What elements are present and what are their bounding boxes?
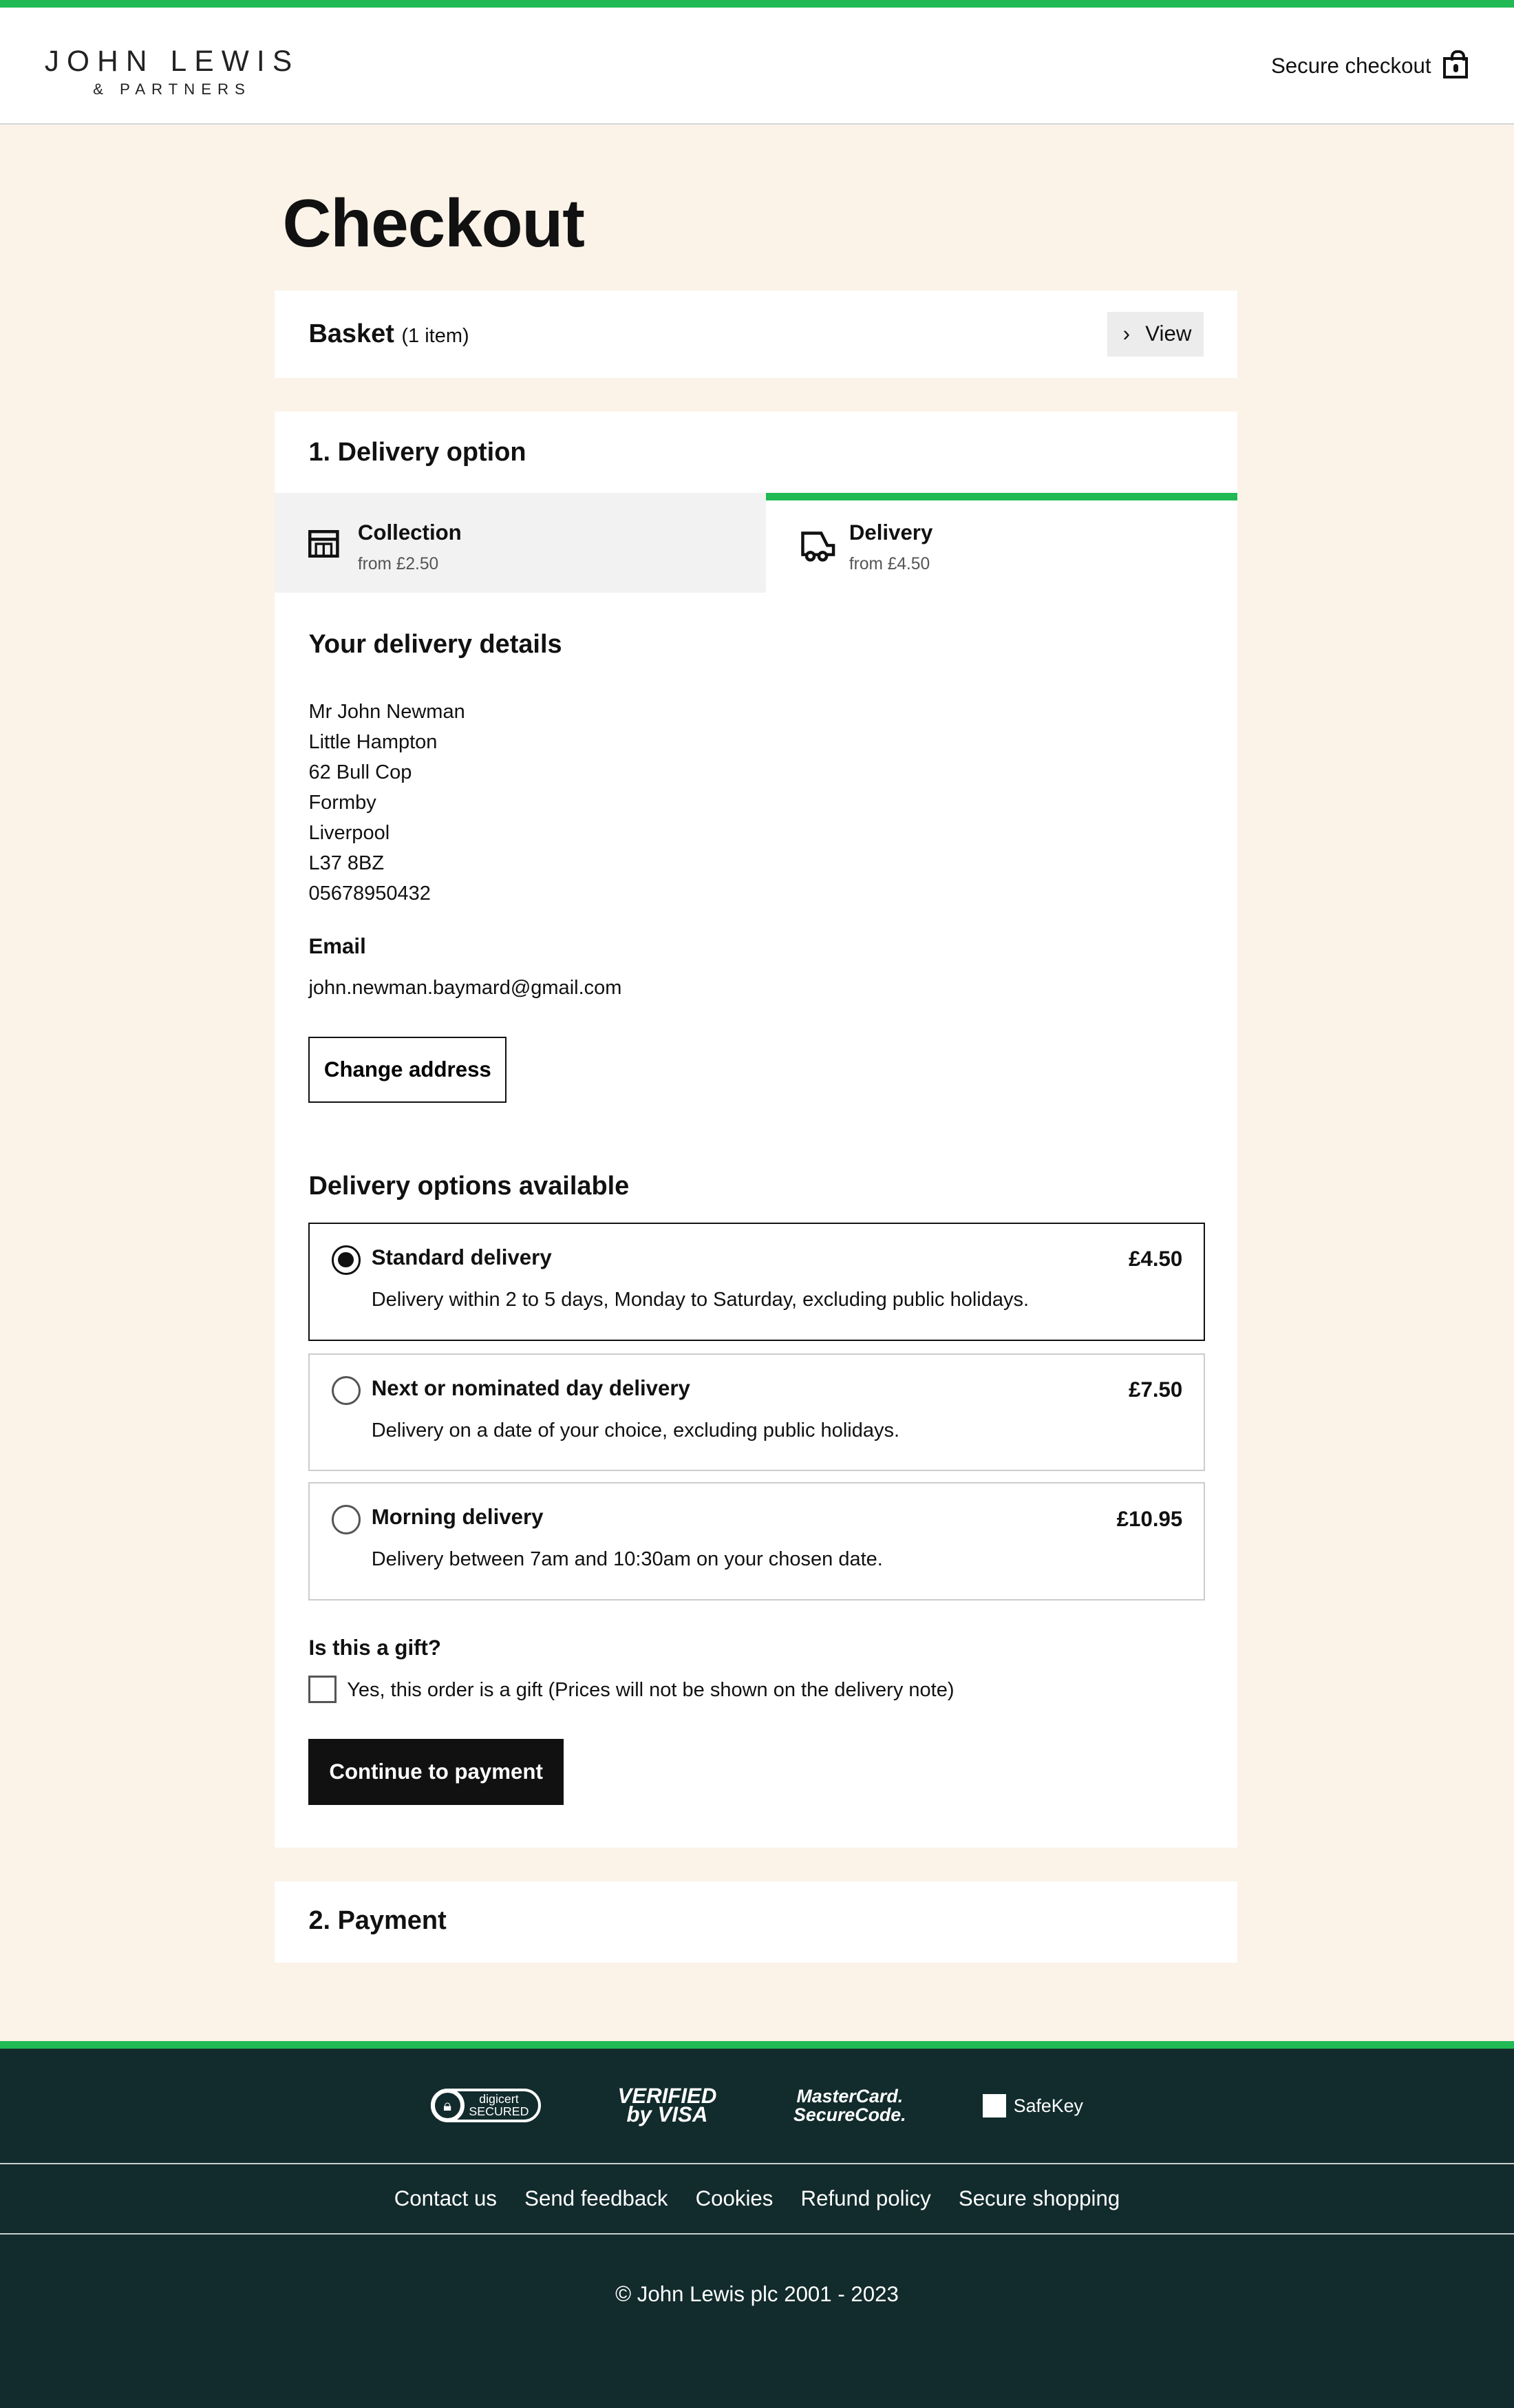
radio[interactable] xyxy=(332,1376,361,1405)
link-refund-policy[interactable]: Refund policy xyxy=(800,2186,931,2210)
address-line: 62 Bull Cop xyxy=(308,761,412,783)
option-desc: Delivery on a date of your choice, excluding public holidays. xyxy=(371,1419,900,1441)
link-send-feedback[interactable]: Send feedback xyxy=(524,2186,668,2210)
basket-card xyxy=(275,291,1237,378)
mc-text-2: SecureCode. xyxy=(793,2104,906,2125)
link-contact-us[interactable]: Contact us xyxy=(394,2186,497,2210)
digicert-text: digicert xyxy=(479,2092,519,2106)
option-morning-delivery[interactable] xyxy=(308,1482,1205,1601)
page-title: Checkout xyxy=(282,184,584,261)
mastercard-securecode-logo xyxy=(793,2087,906,2124)
visa-text-1: VERIFIED xyxy=(617,2084,717,2109)
basket-count: (1 item) xyxy=(401,324,469,347)
option-desc: Delivery between 7am and 10:30am on your chosen date. xyxy=(371,1548,883,1571)
address-line: Liverpool xyxy=(308,821,390,844)
tab-price: from £2.50 xyxy=(357,554,439,573)
email-label: Email xyxy=(308,933,366,958)
delivery-option-card xyxy=(275,412,1237,1848)
footer-links xyxy=(0,2164,1514,2235)
basket-label: Basket xyxy=(308,319,394,348)
option-price: £7.50 xyxy=(1129,1377,1183,1402)
van-icon xyxy=(800,530,837,564)
link-secure-shopping[interactable]: Secure shopping xyxy=(958,2186,1120,2210)
gift-checkbox[interactable] xyxy=(308,1676,336,1703)
tab-name: Delivery xyxy=(849,520,933,545)
delivery-options-title: Delivery options available xyxy=(308,1172,630,1201)
option-desc: Delivery within 2 to 5 days, Monday to Saturday, excluding public holidays. xyxy=(371,1289,1030,1311)
address-line: Little Hampton xyxy=(308,730,438,753)
basket-title xyxy=(308,319,469,349)
verified-by-visa-logo xyxy=(617,2084,717,2126)
address-line: Mr John Newman xyxy=(308,700,465,723)
digicert-secured-text: SECURED xyxy=(469,2104,529,2118)
option-name: Next or nominated day delivery xyxy=(371,1375,690,1400)
option-next-day-delivery[interactable] xyxy=(308,1353,1205,1472)
address-line: Formby xyxy=(308,791,376,814)
safekey-text: SafeKey xyxy=(1013,2095,1083,2116)
lock-icon xyxy=(1443,57,1468,78)
option-name: Morning delivery xyxy=(371,1505,544,1530)
visa-text-2: by VISA xyxy=(626,2102,708,2126)
top-accent-bar xyxy=(0,0,1514,8)
secure-checkout-label: Secure checkout xyxy=(1270,54,1431,78)
radio[interactable] xyxy=(332,1505,361,1534)
copyright: © John Lewis plc 2001 - 2023 xyxy=(615,2282,899,2307)
address-line: L37 8BZ xyxy=(308,852,385,874)
gift-title: Is this a gift? xyxy=(308,1636,441,1660)
address-line: 05678950432 xyxy=(308,882,431,905)
amex-safekey-logo xyxy=(983,2094,1083,2117)
john-lewis-logo[interactable] xyxy=(45,45,300,98)
continue-to-payment-button[interactable]: Continue to payment xyxy=(308,1739,563,1805)
security-logos xyxy=(0,2049,1514,2164)
view-label: View xyxy=(1145,321,1192,346)
padlock-icon: 🔒︎ xyxy=(431,2089,465,2122)
option-standard-delivery[interactable] xyxy=(308,1223,1205,1341)
mc-text-1: MasterCard. xyxy=(796,2086,904,2107)
gift-checkbox-label[interactable]: Yes, this order is a gift (Prices will not be shown on the delivery note) xyxy=(347,1678,955,1701)
amex-icon xyxy=(983,2094,1005,2117)
view-basket-button[interactable] xyxy=(1107,312,1204,357)
payment-card[interactable] xyxy=(275,1881,1237,1963)
header xyxy=(0,8,1514,125)
tab-name: Collection xyxy=(357,520,462,545)
option-price: £4.50 xyxy=(1129,1247,1183,1271)
delivery-tabs xyxy=(275,493,1237,593)
delivery-details-title: Your delivery details xyxy=(308,629,562,659)
logo-line-2: & PARTNERS xyxy=(93,81,251,98)
digicert-logo xyxy=(431,2089,541,2122)
tab-delivery[interactable] xyxy=(766,493,1237,593)
radio-selected[interactable] xyxy=(332,1245,361,1274)
delivery-address xyxy=(308,697,465,909)
footer xyxy=(0,2041,1514,2408)
email-value: john.newman.baymard@gmail.com xyxy=(308,977,622,1000)
change-address-button[interactable]: Change address xyxy=(308,1037,507,1103)
tab-price: from £4.50 xyxy=(849,554,930,573)
option-name: Standard delivery xyxy=(371,1245,552,1270)
section-title: 1. Delivery option xyxy=(308,437,526,467)
option-price: £10.95 xyxy=(1116,1506,1183,1531)
logo-line-1: JOHN LEWIS xyxy=(44,44,300,77)
link-cookies[interactable]: Cookies xyxy=(695,2186,774,2210)
secure-checkout xyxy=(1271,54,1468,78)
chevron-right-icon: › xyxy=(1122,321,1130,346)
section-title: 2. Payment xyxy=(308,1905,447,1935)
store-icon xyxy=(308,530,339,558)
tab-collection[interactable] xyxy=(275,493,766,593)
